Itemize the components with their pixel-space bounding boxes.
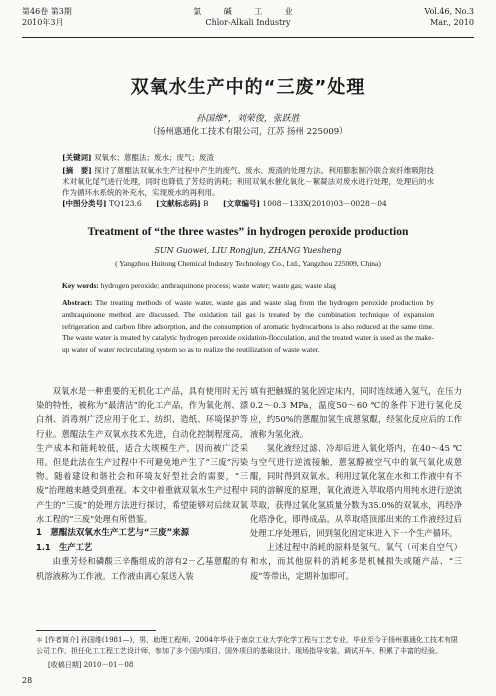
article-title: 双氧水生产中的“三废”处理: [130, 77, 366, 98]
english-keywords: Key words: hydrogen peroxide; anthraquinone process; waste water; waste gas; waste slag: [62, 281, 336, 290]
received-date: [收稿日期] 2010－01－08: [48, 661, 134, 669]
hydrogenation-paragraph: 填有把触媒的氢化固定床内，同时连续通入氢气，在压力0.2～0.3 MPa，温度50～60 ℃的条件下进行氢化反应，约50%的蒽醌加氢生成蒽氢醌，经氢化反应后的工作液称为氢化液。: [250, 386, 462, 439]
keywords-cn: [关键词] 双氧水；蒽醌法；废水；废气；废渣: [62, 153, 214, 162]
intro-paragraph: 双氧水是一种重要的无机化工产品，具有使用时无污染的特性，被称为“最清洁”的化工产品，作为氧化剂、漂白剂、消毒剂广泛应用于化工、纺织、造纸、环境保护等行业。蒽醌法生产双氧水技术先进，自动化控制程度高，生产成本和能耗较低，适合大规模生产，因而被广泛采用。但是此法在生产过程中不可避免地产生了“三废”污染物。随着建设和谐社会和环境友好型社会的需要，“三废”治理越来越受到重视。本文中着重就双氧水生产过程中产生的“三废”的处理方法进行探讨，希望能够对后续双氧水工程的“三废”处理有所借鉴。: [36, 386, 248, 524]
header-rule: [22, 37, 474, 38]
english-authors: SUN Guowei, LIU Rongjun, ZHANG Yuesheng: [154, 246, 342, 255]
consumption-paragraph: 上述过程中消耗的原料是氢气、氧气（可来自空气）和水，而其他原料的消耗多是机械损失或随产品、“三废”等带出，定期补加即可。: [250, 542, 462, 581]
body-column-left: [36, 384, 248, 583]
oxidation-paragraph: 氢化液经过滤、冷却后进入氧化塔内，在40～45 ℃与空气进行逆流接触，蒽氢醇被空气中的氧气氧化成蒽醌，同时得到双氧水。利用过氧化氢在水和工作液中有不同的溶解度的原理，氧化液进入萃取塔内用纯水进行逆流萃取，获得过氧化氢质量分数为35.0%的双氧水，再经净化塔净化，即得成品。从萃取塔顶部出来的工作液经过后处理工序处理后，回到氢化固定床进入下一个生产循环。: [250, 442, 462, 539]
journal-issue-info: 第46卷 第3期 2010年3月: [22, 7, 72, 27]
journal-name: 氯 碱 工 业 Chlor-Alkali Industry: [193, 7, 303, 27]
section-heading-1: 1 蒽醌法双氧水生产工艺与“三废”来源: [36, 528, 190, 539]
article-affiliation: （扬州惠通化工技术有限公司，江苏 扬州 225009）: [148, 127, 348, 137]
english-abstract: Abstract: The treating methods of waste water, waste gas and waste slag from the hydrogen peroxide production by anthraquinone method are discussed. The oxidation tail gas is treated by the combination technique of expansion refrigeration and carbon fibre adsorption, and the consumption of aromatic hydrocarbons is also reduced at the same time. The waste water is treated by catalytic hydrogen peroxide oxidation-flocculation, and the treated water is used as the make-up water of water recirculating system so as to realize the reutilization of waste water.: [62, 298, 434, 355]
page-number: 28: [22, 676, 33, 685]
footnote-rule: [36, 630, 156, 631]
abstract-cn: [摘 要] 探讨了蒽醌法双氧水生产过程中产生的废气、废水、废渣的处理方法。利用膨胀制冷联合炭纤维吸附技术对氧化尾气进行处理，同时也降低了芳烃的消耗；利用双氧水催化氧化－絮凝法对废水进行处理，处理后的水作为循环水系统的补充水，实现废水的再利用。: [62, 166, 434, 197]
running-header: [22, 6, 474, 36]
subsection-heading-1-1: 1.1 生产工艺: [36, 542, 93, 553]
english-title: Treatment of “the three wastes” in hydrogen peroxide production: [87, 226, 409, 238]
article-authors: 孙国维*，刘荣俊，张跃胜: [196, 114, 300, 124]
body-column-right: [250, 384, 462, 583]
classification-line: [中图分类号] TQ123.6 [文献标志码] B [文章编号] 1008－133X(2010)03－0028－04: [62, 199, 387, 208]
journal-volume-info: Vol.46, No.3 Mar., 2010: [424, 7, 474, 27]
english-affiliation: ( Yangzhou Huitong Chemical Industry Technology Co., Ltd., Yangzhou 225009, China): [115, 259, 381, 268]
process-paragraph: 由重芳烃和磷酸三辛酯组成的溶有2－乙基蒽醌的有机溶液称为工作液。工作液由离心泵送入装: [36, 556, 248, 581]
author-footnote: ＊ [作者简介] 孙国维(1981—)，男，助理工程师，2004年毕业于南京工业大学化学工程与工艺专业，毕业至今于扬州惠通化工技术有限公司工作，担任化工工程工艺设计师，参加了多个国内项目、国外项目的基础设计、现场指导安装、调试开车，积累了丰富的经验。: [36, 636, 459, 655]
